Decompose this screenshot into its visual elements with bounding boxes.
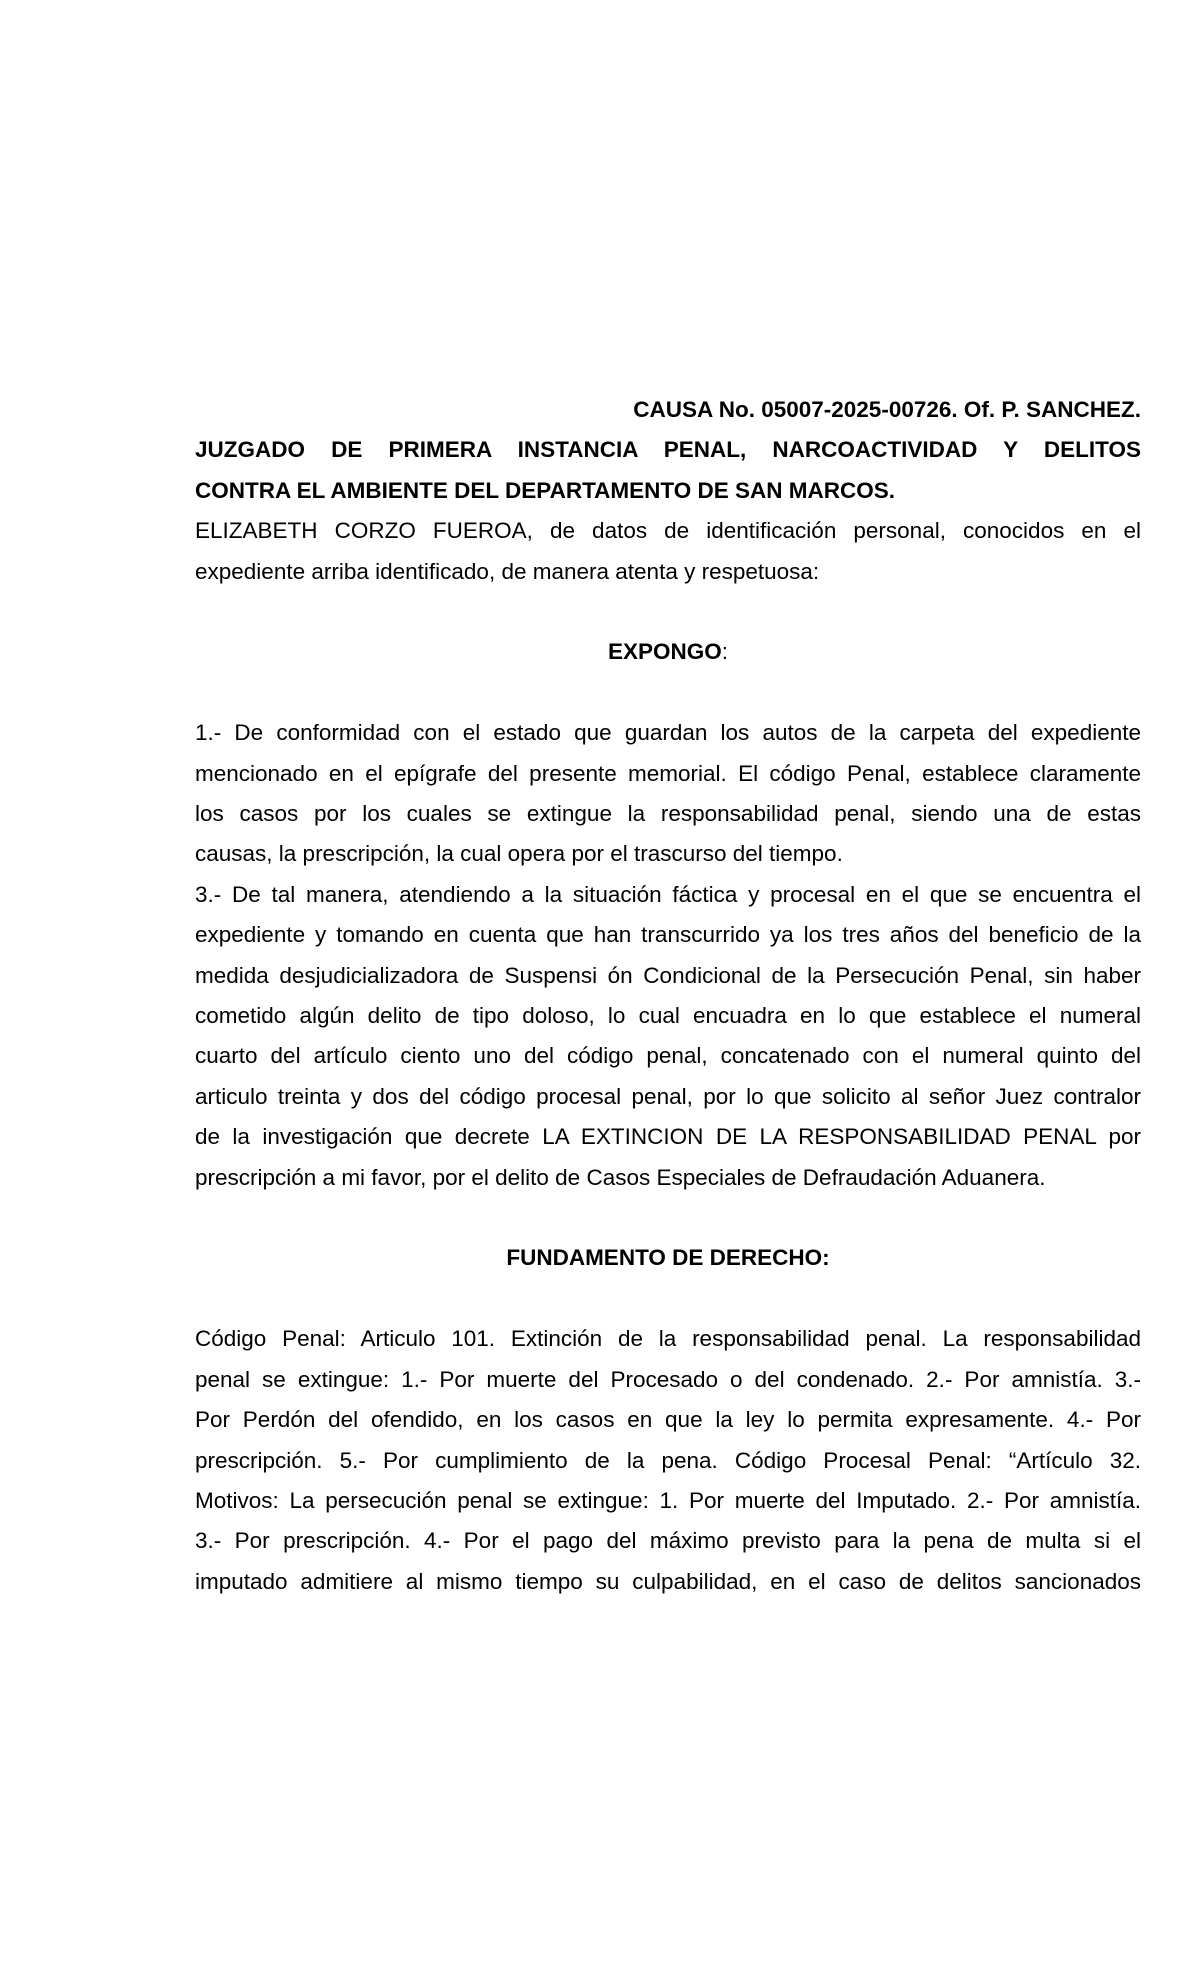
fundamento-line: Por Perdón del ofendido, en los casos en que la ley lo permita expresamente. 4.- Por bbox=[195, 1407, 1141, 1433]
paragraph-3-line: de la investigación que decrete LA EXTINCION DE LA RESPONSABILIDAD PENAL por bbox=[195, 1124, 1141, 1150]
document-page bbox=[195, 390, 1141, 1602]
expongo-title: EXPONGO bbox=[607, 639, 722, 665]
expongo-colon: : bbox=[721, 639, 729, 665]
spacer bbox=[195, 1279, 1141, 1319]
paragraph-3-line: expediente y tomando en cuenta que han transcurrido ya los tres años del beneficio de la bbox=[195, 922, 1141, 948]
spacer bbox=[195, 592, 1141, 632]
paragraph-3-line: prescripción a mi favor, por el delito de Casos Especiales de Defraudación Aduanera. bbox=[195, 1164, 1046, 1190]
paragraph-3-line: cuarto del artículo ciento uno del código penal, concatenado con el numeral quinto del bbox=[195, 1043, 1141, 1069]
paragraph-1-line: 1.- De conformidad con el estado que guardan los autos de la carpeta del expediente bbox=[195, 720, 1141, 746]
expongo-heading bbox=[195, 632, 1141, 672]
paragraph-1-line: los casos por los cuales se extingue la responsabilidad penal, siendo una de estas bbox=[195, 801, 1141, 827]
court-name-line-1: JUZGADO DE PRIMERA INSTANCIA PENAL, NARCOACTIVIDAD Y DELITOS bbox=[195, 437, 1141, 463]
fundamento-line: 3.- Por prescripción. 4.- Por el pago del máximo previsto para la pena de multa si el bbox=[195, 1528, 1141, 1554]
intro-line-2: expediente arriba identificado, de manera atenta y respetuosa: bbox=[195, 558, 820, 584]
fundamento-line: Motivos: La persecución penal se extingue: 1. Por muerte del Imputado. 2.- Por amnistía. bbox=[195, 1487, 1141, 1513]
fundamento-line: imputado admitiere al mismo tiempo su culpabilidad, en el caso de delitos sancionados bbox=[195, 1568, 1141, 1594]
paragraph-1-line: causas, la prescripción, la cual opera por el trascurso del tiempo. bbox=[195, 841, 843, 867]
spacer bbox=[195, 673, 1141, 713]
fundamento-line: Código Penal: Articulo 101. Extinción de la responsabilidad penal. La responsabilidad bbox=[195, 1326, 1141, 1352]
paragraph-3-line: articulo treinta y dos del código procesal penal, por lo que solicito al señor Juez contralor bbox=[195, 1083, 1141, 1109]
fundamento-heading: FUNDAMENTO DE DERECHO: bbox=[506, 1245, 830, 1271]
spacer bbox=[195, 1198, 1141, 1238]
court-name-line-2: CONTRA EL AMBIENTE DEL DEPARTAMENTO DE SAN MARCOS. bbox=[195, 477, 896, 503]
paragraph-1-line: mencionado en el epígrafe del presente memorial. El código Penal, establece claramente bbox=[195, 760, 1141, 786]
paragraph-3-line: cometido algún delito de tipo doloso, lo cual encuadra en lo que establece el numeral bbox=[195, 1003, 1141, 1029]
fundamento-line: prescripción. 5.- Por cumplimiento de la pena. Código Procesal Penal: “Artículo 32. bbox=[195, 1447, 1141, 1473]
fundamento-line: penal se extingue: 1.- Por muerte del Procesado o del condenado. 2.- Por amnistía. 3.- bbox=[195, 1366, 1141, 1392]
paragraph-3-line: medida desjudicializadora de Suspensi ón Condicional de la Persecución Penal, sin haber bbox=[195, 962, 1141, 988]
paragraph-3-line: 3.- De tal manera, atendiendo a la situación fáctica y procesal en el que se encuentra el bbox=[195, 881, 1141, 907]
intro-line-1: ELIZABETH CORZO FUEROA, de datos de identificación personal, conocidos en el bbox=[195, 518, 1141, 544]
case-number: CAUSA No. 05007-2025-00726. Of. P. SANCHEZ. bbox=[633, 397, 1141, 422]
